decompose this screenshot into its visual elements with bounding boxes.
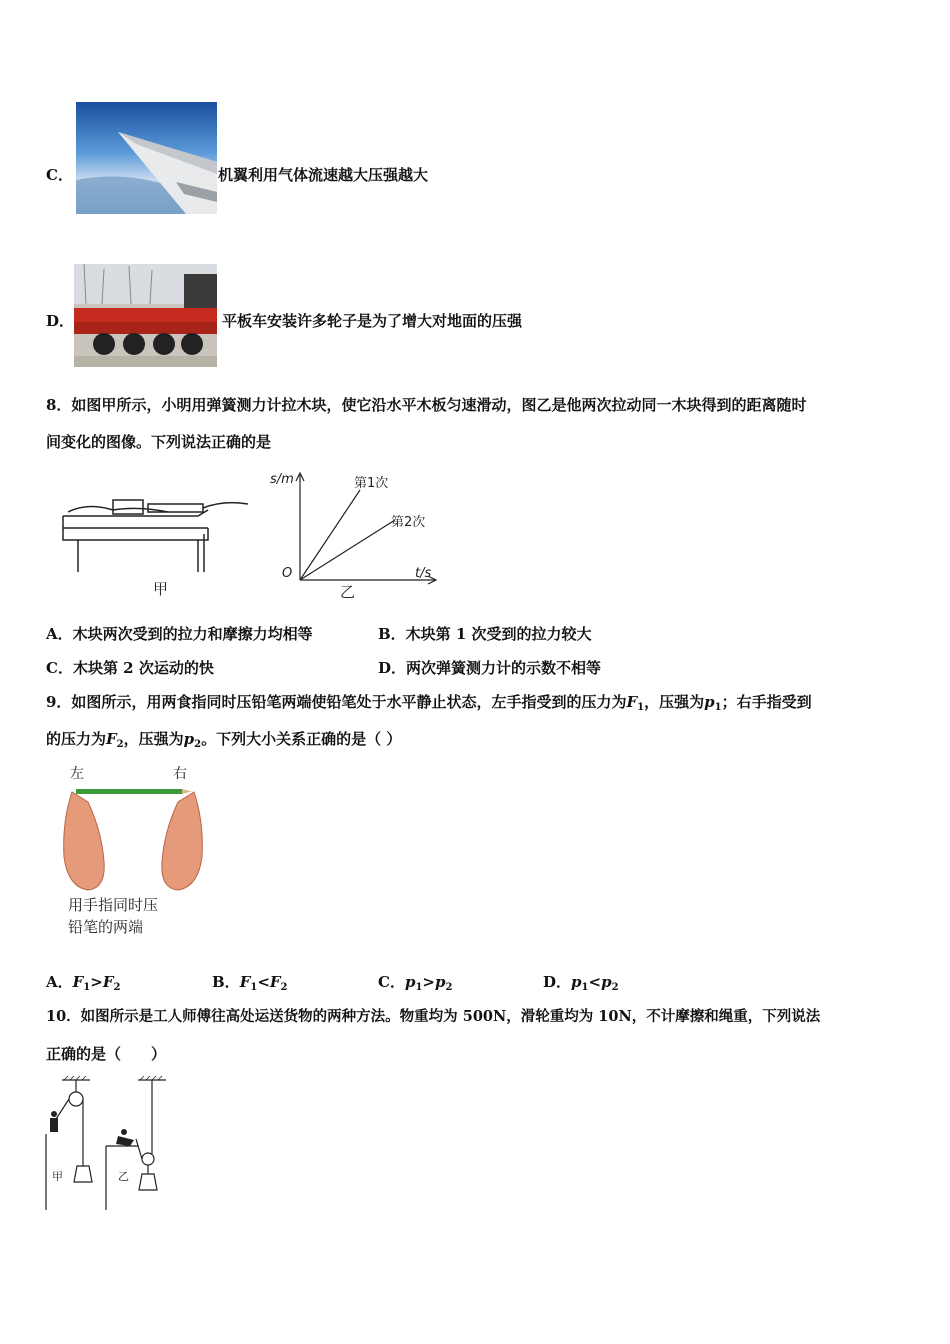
q9-option-d: D．$p_1<p_2$ xyxy=(543,973,619,993)
q9-figure xyxy=(58,762,208,942)
caption-line1: 用手指同时压 xyxy=(68,896,159,914)
origin-label: O xyxy=(282,566,293,581)
q9-option-b: B．$F_1<F_2$ xyxy=(212,973,288,993)
right-hand xyxy=(162,792,203,890)
x-axis-label: t/s xyxy=(415,566,432,581)
series2-line xyxy=(300,520,395,580)
flatbed-truck-image xyxy=(74,264,217,367)
q10-stem-line1: 10．如图所示是工人师傅往高处运送货物的两种方法。物重均为 500N，滑轮重均为 10N，不计摩擦和绳重，下列说法 xyxy=(46,1008,821,1025)
option-c-text: 机翼利用气体流速越大压强越大 xyxy=(218,166,429,184)
caption-line2: 铅笔的两端 xyxy=(68,918,144,936)
q8-stem-line1: 8．如图甲所示，小明用弹簧测力计拉木块，使它沿水平木板匀速滑动，图乙是他两次拉动同一木块得到的距离随时 xyxy=(46,396,807,414)
q10-stem-line2: 正确的是（ ） xyxy=(46,1045,167,1063)
pencil xyxy=(76,789,182,794)
left-label: 左 xyxy=(70,766,84,782)
q9-stem-line2: 的压力为$F_2$，压强为$p_2$。下列大小关系正确的是（ ） xyxy=(46,730,402,750)
q8-graph-yi xyxy=(270,465,455,600)
fig-yi-label: 乙 xyxy=(340,583,356,600)
q9-stem-line1: 9．如图所示，用两食指同时压铅笔两端使铅笔处于水平静止状态，左手指受到的压力为$F_1$，压强为$p_1$；右手指受到 xyxy=(46,693,812,713)
left-hand xyxy=(64,792,105,890)
q9-option-a: A．$F_1>F_2$ xyxy=(46,973,121,993)
q9-option-c: C．$p_1>p_2$ xyxy=(378,973,453,993)
series1-line xyxy=(300,490,360,580)
series1-label: 第1次 xyxy=(354,476,389,491)
y-axis-label: s/m xyxy=(270,472,294,487)
option-c-label: C． xyxy=(46,166,73,184)
q8-option-a: A．木块两次受到的拉力和摩擦力均相等 xyxy=(46,625,313,643)
right-label: 右 xyxy=(173,766,187,782)
airplane-wing-image xyxy=(76,102,217,214)
pulley-fig-yi: 乙 xyxy=(118,1170,129,1183)
series2-label: 第2次 xyxy=(391,515,426,530)
q8-option-b: B．木块第 1 次受到的拉力较大 xyxy=(378,625,592,643)
pulley-fig-jia: 甲 xyxy=(52,1170,63,1183)
q8-stem-line2: 间变化的图像。下列说法正确的是 xyxy=(46,433,272,451)
fig-jia-label: 甲 xyxy=(153,580,169,598)
option-d-text: 平板车安装许多轮子是为了增大对地面的压强 xyxy=(222,312,523,330)
q10-pulley-figure xyxy=(40,1074,180,1214)
spring-scale-drawing xyxy=(58,488,258,600)
q8-option-c: C．木块第 2 次运动的快 xyxy=(46,659,214,677)
q8-option-d: D．两次弹簧测力计的示数不相等 xyxy=(378,659,602,677)
option-d-label: D． xyxy=(46,312,75,330)
q8-figure-jia xyxy=(58,488,258,600)
